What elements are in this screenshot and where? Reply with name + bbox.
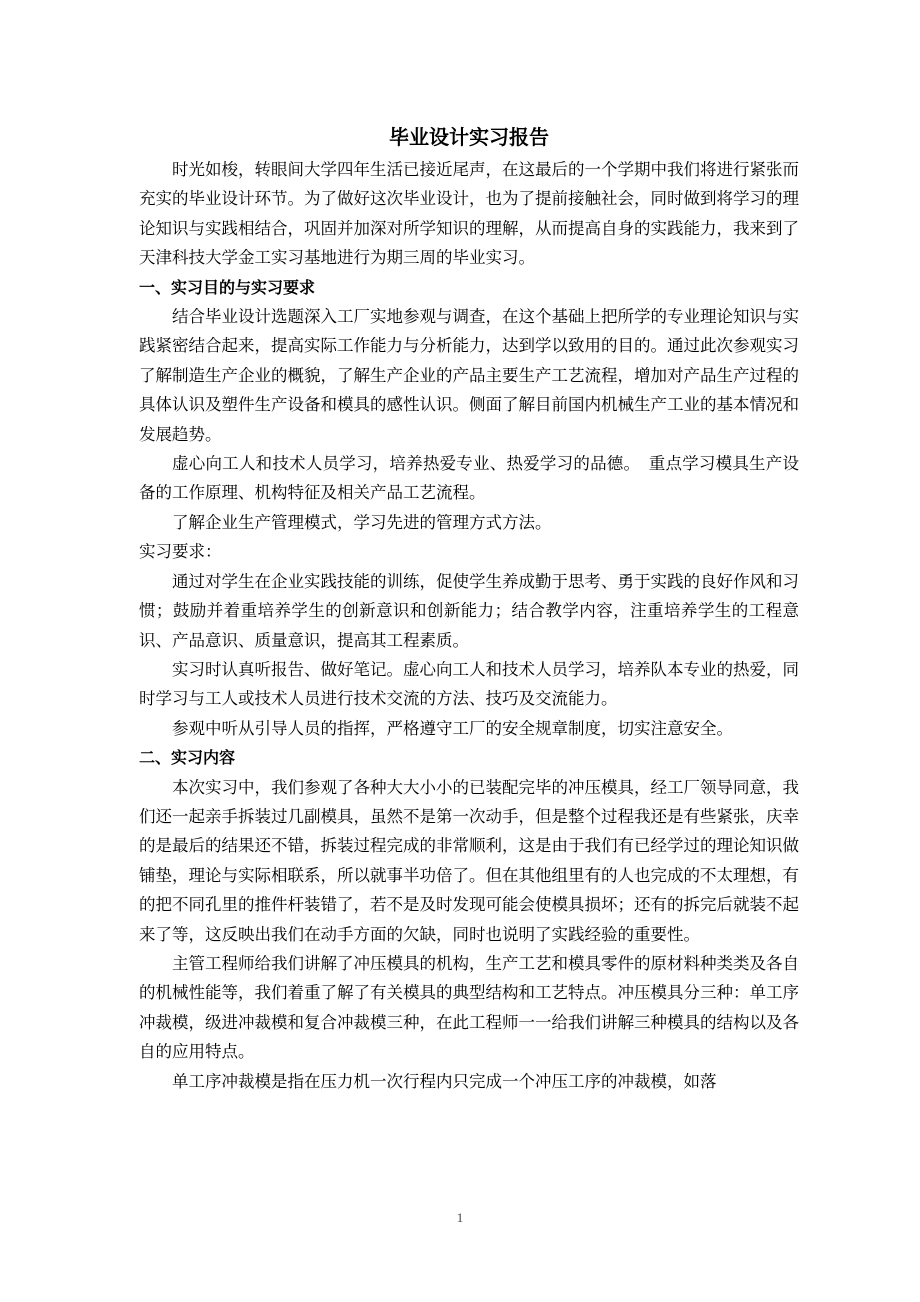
section-heading-purpose: 一、实习目的与实习要求	[139, 277, 316, 297]
purpose-paragraph-1: 结合毕业设计选题深入工厂实地参观与调查，在这个基础上把所学的专业理论知识与实践紧密结合起来，提高实际工作能力与分析能力，达到学以致用的目的。通过此次参观实习了解制造生产企业的概貌，了解生产企业的产品主要生产工艺流程，增加对产品生产过程的具体认识及塑件生产设备和模具的感性认识。侧面了解目前国内机械生产工业的基本情况和发展趋势。	[139, 307, 799, 444]
content-paragraph-3: 单工序冲裁模是指在压力机一次行程内只完成一个冲压工序的冲裁模，如落	[172, 1071, 717, 1091]
content-paragraph-1: 本次实习中，我们参观了各种大大小小的已装配完毕的冲压模具，经工厂领导同意，我们还一起亲手拆装过几副模具，虽然不是第一次动手，但是整个过程我还是有些紧张，庆幸的是最后的结果还不错，拆装过程完成的非常顺利，这是由于我们有已经学过的理论知识做铺垫，理论与实际相联系，所以就事半功倍了。但在其他组里有的人也完成的不太理想，有的把不同孔里的推件杆装错了，若不是及时发现可能会使模具损坏；还有的拆完后就装不起来了等，这反映出我们在动手方面的欠缺，同时也说明了实践经验的重要性。	[139, 777, 799, 944]
intro-paragraph: 时光如梭，转眼间大学四年生活已接近尾声，在这最后的一个学期中我们将进行紧张而充实的毕业设计环节。为了做好这次毕业设计，也为了提前接触社会，同时做到将学习的理论知识与实践相结合，巩固并加深对所学知识的理解，从而提高自身的实践能力，我来到了天津科技大学金工实习基地进行为期三周的毕业实习。	[139, 160, 799, 268]
page-number: 1	[456, 1210, 464, 1225]
requirements-label: 实习要求：	[139, 542, 222, 562]
purpose-paragraph-3: 了解企业生产管理模式，学习先进的管理方式方法。	[172, 512, 552, 532]
section-heading-content: 二、实习内容	[139, 748, 236, 768]
content-paragraph-2: 主管工程师给我们讲解了冲压模具的机构，生产工艺和模具零件的原材料种类类及各自的机械性能等，我们着重了解了有关模具的典型结构和工艺特点。冲压模具分三种：单工序冲裁模，级进冲裁模和复合冲裁模三种，在此工程师一一给我们讲解三种模具的结构以及各自的应用特点。	[139, 953, 799, 1062]
requirements-paragraph-3: 参观中听从引导人员的指挥，严格遵守工厂的安全规章制度，切实注意安全。	[172, 718, 733, 738]
document-title: 毕业设计实习报告	[389, 125, 549, 149]
requirements-paragraph-2: 实习时认真听报告、做好笔记。虚心向工人和技术人员学习，培养队本专业的热爱，同时学习与工人或技术人员进行技术交流的方法、技巧及交流能力。	[139, 659, 799, 709]
requirements-paragraph-1: 通过对学生在企业实践技能的训练，促使学生养成勤于思考、勇于实践的良好作风和习惯；鼓励并着重培养学生的创新意识和创新能力；结合教学内容，注重培养学生的工程意识、产品意识、质量意识，提高其工程素质。	[139, 571, 799, 650]
document-body	[139, 122, 799, 1096]
purpose-paragraph-2: 虚心向工人和技术人员学习，培养热爱专业、热爱学习的品德。 重点学习模具生产设备的工作原理、机构特征及相关产品工艺流程。	[139, 454, 799, 503]
